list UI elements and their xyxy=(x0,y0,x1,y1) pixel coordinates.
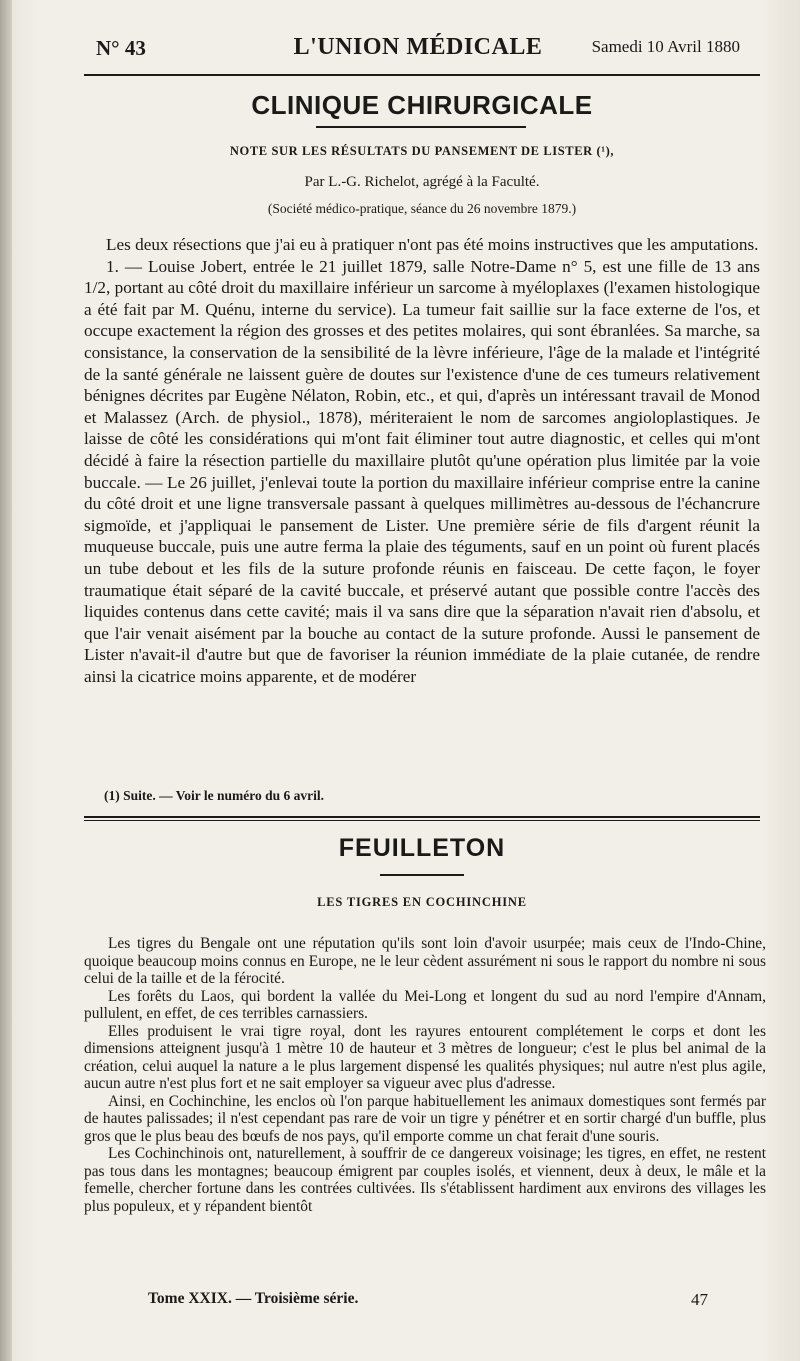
page-number: 47 xyxy=(691,1290,708,1309)
volume-line: Tome XXIX. — Troisième série. xyxy=(148,1290,359,1307)
feuilleton-paragraph: Ainsi, en Cochinchine, les enclos où l'on parque habituellement les animaux domestiques sont fermés par de hautes palissades; il n'est cependant pas rare de voir un tigre y pénétrer et en sortir chargé d'un buffle, plus gros que le plus beau des bœufs de nos pays, qu'il emporte comme un chat ferait d'une souris. xyxy=(84,1092,766,1145)
footnote: (1) Suite. — Voir le numéro du 6 avril. xyxy=(104,788,325,803)
issue-number: N° 43 xyxy=(96,36,146,60)
section-rule-thin xyxy=(84,820,760,821)
author-line: Par L.-G. Richelot, agrégé à la Faculté. xyxy=(304,174,540,190)
feuilleton-underline xyxy=(380,874,464,876)
feuilleton-paragraph: Elles produisent le vrai tigre royal, dont les rayures entourent complétement le corps et dont les dimensions atteignent jusqu'à 1 mètre 10 de hauteur et 3 mètres de longueur; c'est le plus bel animal de la création, celui auquel la nature a le plus largement dispensé les qualités physiques; nul autre n'est plus agile, aucun autre n'est plus fort et ne sait employer sa vigueur avec plus d'adresse. xyxy=(84,1022,766,1092)
article-paragraph: 1. — Louise Jobert, entrée le 21 juillet 1879, salle Notre-Dame n° 5, est une fille de 13 ans 1/2, portant au côté droit du maxillaire inférieur un sarcome à myéloplaxes (l'examen histologique a été fait par M. Quénu, interne du service). La tumeur fait saillie sur la face externe de l'os, et occupe exactement la région des grosses et des petites molaires, qui sont ébranlées. Sa marche, sa consistance, la conservation de la sensibilité de la lèvre inférieure, l'âge de la malade et l'intégrité de la santé générale ne laissent guère de doutes sur l'existence d'une de ces tumeurs relativement bénignes décrites par Eugène Nélaton, Robin, etc., et qui, d'après un intéressant travail de Monod et Malassez (Arch. de physiol., 1878), mériteraient le nom de sarcomes angioloplastiques. Je laisse de côté les considérations qui m'ont fait éliminer tout autre diagnostic, et celles qui m'ont décidé à faire la résection partielle du maxillaire plutôt qu'une opération plus limitée par la voie buccale. — Le 26 juillet, j'enlevai toute la portion du maxillaire inférieur comprise entre la canine du côté droit et une ligne transversale passant à quelques millimètres au-dessous de l'échancrure sigmoïde, et j'appliquai le pansement de Lister. Une première série de fils d'argent réunit la muqueuse buccale, puis une autre ferma la plaie des téguments, sauf en un point où furent placés un tube debout et les fils de la suture profonde réunis en faisceau. De cette façon, le foyer traumatique était séparé de la cavité buccale, et préservé autant que possible contre l'accès des liquides contenus dans cette cavité; mais il va sans dire que la séparation n'avait rien d'absolu, et que l'air venait aisément par la bouche au contact de la suture profonde. Aussi le pansement de Lister n'avait-il d'autre but que de favoriser la réunion immédiate de la plaie cutanée, de rendre ainsi la cicatrice moins apparente, et de modérer xyxy=(84,256,760,686)
feuilleton-body xyxy=(84,935,766,1215)
book-spine xyxy=(0,0,12,1361)
page-footer xyxy=(148,1290,708,1312)
issue-date: Samedi 10 Avril 1880 xyxy=(591,37,740,56)
section-title: CLINIQUE CHIRURGICALE xyxy=(251,90,593,120)
article-paragraph: Les deux résections que j'ai eu à pratiquer n'ont pas été moins instructives que les amputations. xyxy=(106,235,759,254)
feuilleton-title: FEUILLETON xyxy=(338,834,506,862)
seance-line: (Société médico-pratique, séance du 26 novembre 1879.) xyxy=(267,201,577,216)
journal-title: L'UNION MÉDICALE xyxy=(293,34,543,60)
feuilleton-subtitle: LES TIGRES EN COCHINCHINE xyxy=(317,895,527,909)
feuilleton-paragraph: Les tigres du Bengale ont une réputation qu'ils sont loin d'avoir usurpée; mais ceux de l'Indo-Chine, quoique beaucoup moins connus en Europe, ne le leur cèdent assurément ni sous le rapport du nombre ni sous celui de la taille et de la férocité. xyxy=(84,935,766,987)
feuilleton-paragraph: Les Cochinchinois ont, naturellement, à souffrir de ce dangereux voisinage; les tigres, en effet, ne restent pas tous dans les montagnes; beaucoup émigrent par couples isolés, et viennent, deux à deux, le mâle et la femelle, chercher fortune dans les contrées cultivées. Ils s'établissent hardiment aux environs des villages les plus populeux, et y répandent bientôt xyxy=(84,1145,766,1215)
feuilleton-paragraph: Les forêts du Laos, qui bordent la vallée du Mei-Long et longent du sud au nord l'empire d'Annam, pullulent, en effet, de ces terribles carnassiers. xyxy=(84,987,766,1022)
note-title: NOTE SUR LES RÉSULTATS DU PANSEMENT DE LISTER (¹), xyxy=(229,144,615,158)
article-body xyxy=(84,234,760,687)
header-rule xyxy=(84,74,760,76)
section-rule xyxy=(84,816,760,818)
title-underline xyxy=(316,126,526,128)
running-header xyxy=(96,34,740,62)
